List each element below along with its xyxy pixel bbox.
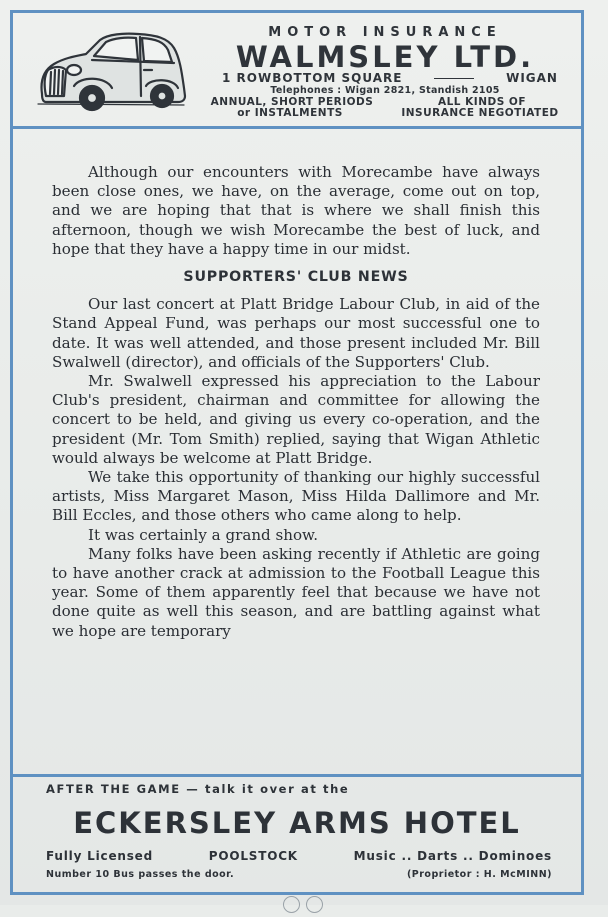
ad-terms-right-1: ALL KINDS OF [437, 96, 527, 108]
article-paragraph: Our last concert at Platt Bridge Labour Club, in aid of the Stand Appeal Fund, was perhaps our most successful one to date. It was well attended, and those present included Mr. Bill Swalwell (director), and officials of the Supporters' Club. [52, 295, 540, 371]
ad-licensed: Fully Licensed [46, 849, 153, 863]
ad-terms-row-2 [205, 107, 565, 119]
article-body [52, 163, 540, 641]
ad-entertainment: Music .. Darts .. Dominoes [353, 849, 552, 863]
article-paragraph: Although our encounters with Morecambe have always been close ones, we have, on the average, come out on top, and we are hoping that that is where we shall finish this afternoon, though we wish Morecambe the best of luck, and hope that they have a happy time in our midst. [52, 163, 540, 258]
ad-telephones: Telephones : Wigan 2821, Standish 2105 [270, 85, 500, 96]
ad-hotel-footnote [46, 869, 552, 880]
ad-address [222, 71, 558, 85]
ad-terms-right-2: INSURANCE NEGOTIATED [401, 107, 559, 119]
ad-terms-left-1: ANNUAL, SHORT PERIODS [210, 96, 374, 108]
ad-proprietor: (Proprietor : H. McMINN) [406, 869, 552, 880]
ad-address-town: WIGAN [506, 71, 558, 85]
ad-hotel-name: ECKERSLEY ARMS HOTEL [73, 806, 521, 840]
header-divider [10, 126, 584, 129]
ad-terms-left-2: or INSTALMENTS [237, 107, 343, 119]
vintage-car-icon [34, 30, 189, 112]
ad-address-dash [434, 78, 474, 79]
ad-bus-note: Number 10 Bus passes the door. [46, 869, 235, 880]
article-paragraph: Mr. Swalwell expressed his appreciation to the Labour Club's president, chairman and committee for allowing the concert to be held, and giving us every co-operation, and the president (Mr. Tom Smith) replied, saying that Wigan Athletic would always be welcome at Platt Bridge. [52, 372, 540, 467]
article-paragraph: Many folks have been asking recently if Athletic are going to have another crack at admission to the Football League this year. Some of them apparently feel that because we have not done quite as well this season, and are battling against what we hope are temporary [52, 544, 540, 640]
footer-divider [10, 774, 584, 777]
ad-after-the-game: AFTER THE GAME — talk it over at the [46, 782, 350, 796]
ad-company-name: WALMSLEY LTD. [235, 40, 535, 74]
ad-location: POOLSTOCK [208, 849, 298, 863]
article-paragraph: We take this opportunity of thanking our highly successful artists, Miss Margaret Mason, Miss Hilda Dallimore and Mr. Bill Eccles, and those others who came along to help. [52, 468, 540, 525]
ad-hotel-details [46, 849, 552, 863]
binding-holes [283, 896, 329, 917]
section-heading: SUPPORTERS' CLUB NEWS [183, 269, 409, 286]
article-paragraph: It was certainly a grand show. [88, 525, 318, 544]
ad-motor-insurance: MOTOR INSURANCE [268, 25, 502, 40]
ad-address-street: 1 ROWBOTTOM SQUARE [222, 71, 403, 85]
